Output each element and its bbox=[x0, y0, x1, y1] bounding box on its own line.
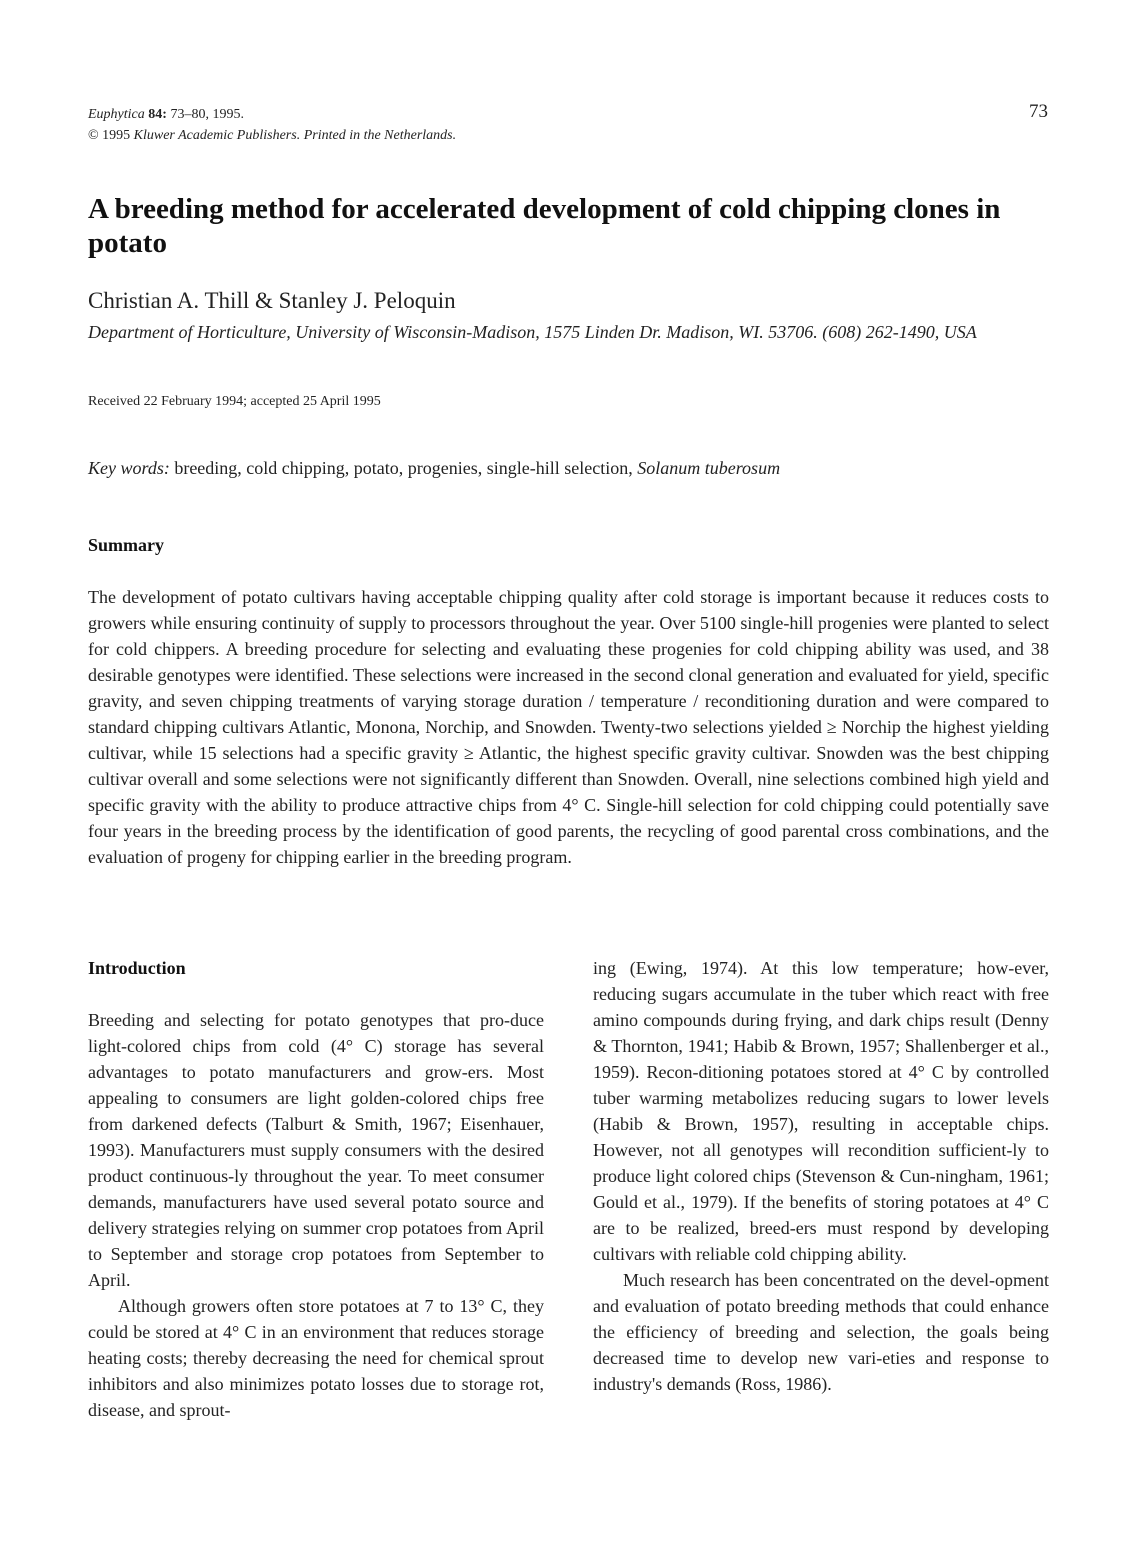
keywords-label: Key words: bbox=[88, 458, 170, 478]
author-list: Christian A. Thill & Stanley J. Peloquin bbox=[88, 288, 456, 313]
body-paragraph: Although growers often store potatoes at 7 to 13° C, they could be stored at 4° C in an environment that reduces storage heating costs; thereby decreasing the need for chemical sprout inhibitors and also minimizes potato losses due to storage rot, disease, and sprout- bbox=[88, 1296, 544, 1420]
publisher-note: Kluwer Academic Publishers. Printed in the Netherlands. bbox=[133, 128, 457, 143]
right-column bbox=[593, 955, 1049, 1397]
introduction-heading: Introduction bbox=[88, 958, 186, 978]
left-column bbox=[88, 955, 544, 1423]
journal-citation bbox=[88, 104, 456, 146]
journal-line bbox=[88, 104, 456, 125]
keywords-line bbox=[88, 458, 780, 479]
paper-title: A breeding method for accelerated development of cold chipping clones in potato bbox=[88, 193, 1001, 259]
author-affiliation: Department of Horticulture, University of Wisconsin-Madison, 1575 Linden Dr. Madison, WI. 53706. (608) 262-1490, USA bbox=[88, 322, 977, 342]
summary-text: The development of potato cultivars having acceptable chipping quality after cold storage is important because it reduces costs to growers while ensuring continuity of supply to processors throughout the year. Over 5100 single-hill progenies were planted to select for cold chippers. A breeding procedure for selecting and evaluating these progenies for cold chipping ability was used, and 38 desirable genotypes were identified. These selections were increased in the second clonal generation and evaluated for yield, specific gravity, and seven chipping treatments of varying storage duration / temperature / reconditioning duration and were compared to standard chipping cultivars Atlantic, Monona, Norchip, and Snowden. Twenty-two selections yielded ≥ Norchip the highest yielding cultivar, while 15 selections had a specific gravity ≥ Atlantic, the highest specific gravity cultivar. Snowden was the best chipping cultivar overall and some selections were not significantly different than Snowden. Overall, nine selections combined high yield and specific gravity with the ability to produce attractive chips from 4° C. Single-hill selection for cold chipping could potentially save four years in the breeding process by the identification of good parents, the recycling of good parental cross combinations, and the evaluation of progeny for chipping earlier in the breeding program. bbox=[88, 587, 1049, 867]
journal-pages: 73–80, 1995. bbox=[170, 107, 244, 122]
keywords-species: Solanum tuberosum bbox=[637, 458, 781, 478]
body-paragraph: Much research has been concentrated on the devel-opment and evaluation of potato breeding methods that could enhance the efficiency of breeding and selection, the goals being decreased time to develop new vari-eties and response to industry's demands (Ross, 1986). bbox=[593, 1270, 1049, 1394]
journal-volume: 84: bbox=[148, 107, 167, 122]
keywords-terms: breeding, cold chipping, potato, progenies, single-hill selection, bbox=[174, 458, 633, 478]
copyright-year: 1995 bbox=[102, 128, 131, 143]
body-paragraph: Breeding and selecting for potato genotypes that pro-duce light-colored chips from cold (4° C) storage has several advantages to potato manufacturers and grow-ers. Most appealing to consumers are light golden-colored chips free from darkened defects (Talburt & Smith, 1967; Eisenhauer, 1993). Manufacturers must supply consumers with the desired product continuous-ly throughout the year. To meet consumer demands, manufacturers have used several potato source and delivery strategies relying on summer crop potatoes from April to September and storage crop potatoes from September to April. bbox=[88, 1010, 544, 1290]
body-paragraph: ing (Ewing, 1974). At this low temperature; how-ever, reducing sugars accumulate in the tuber which react with free amino compounds during frying, and dark chips result (Denny & Thornton, 1941; Habib & Brown, 1957; Shallenberger et al., 1959). Recon-ditioning potatoes stored at 4° C by controlled tuber warming metabolizes reducing sugars to lower levels (Habib & Brown, 1957), resulting in acceptable chips. However, not all genotypes will recondition sufficient-ly to produce light colored chips (Stevenson & Cun-ningham, 1961; Gould et al., 1979). If the benefits of storing potatoes at 4° C are to be realized, breed-ers must respond by developing cultivars with reliable cold chipping ability. bbox=[593, 958, 1049, 1264]
journal-name: Euphytica bbox=[88, 107, 145, 122]
copyright-symbol: © bbox=[88, 128, 99, 143]
copyright-line bbox=[88, 125, 456, 146]
received-dates: Received 22 February 1994; accepted 25 April 1995 bbox=[88, 394, 381, 409]
page-number: 73 bbox=[1029, 101, 1048, 122]
summary-heading: Summary bbox=[88, 535, 164, 555]
